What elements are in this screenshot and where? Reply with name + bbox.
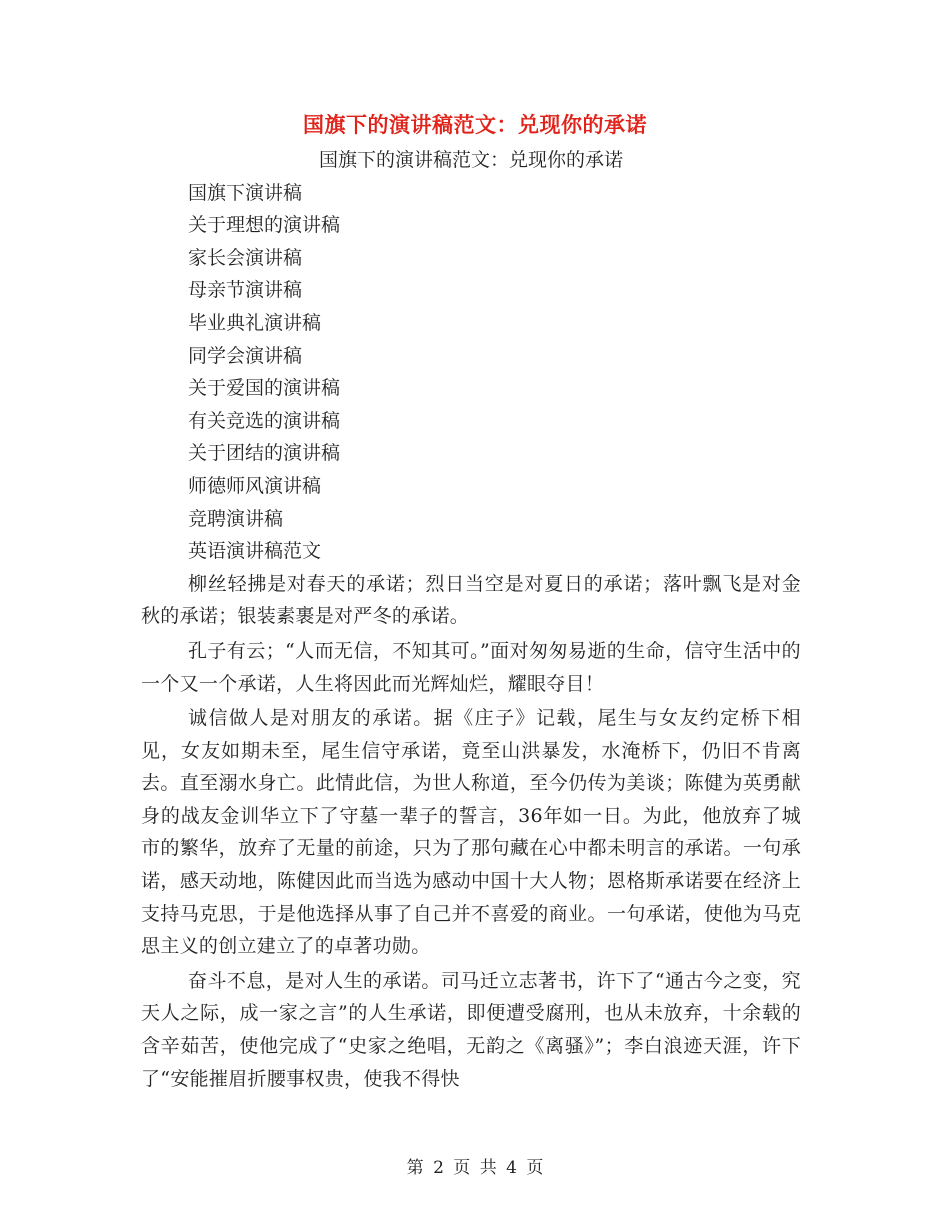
document-body: [141, 144, 801, 1095]
related-link[interactable]: 关于爱国的演讲稿: [188, 377, 341, 400]
related-links-list: [141, 177, 801, 568]
document-subtitle: 国旗下的演讲稿范文：兑现你的承诺: [318, 149, 623, 171]
related-link[interactable]: 竞聘演讲稿: [188, 507, 284, 530]
related-link[interactable]: 关于理想的演讲稿: [188, 214, 341, 237]
body-paragraph: 柳丝轻拂是对春天的承诺；烈日当空是对夏日的承诺；落叶飘飞是对金秋的承诺；银装素裹是对严冬的承诺。: [141, 572, 801, 628]
body-paragraph: 孔子有云；“人而无信，不知其可。”面对匆匆易逝的生命，信守生活中的一个又一个承诺，人生将因此而光辉灿烂，耀眼夺目！: [141, 639, 801, 695]
related-link[interactable]: 英语演讲稿范文: [188, 540, 322, 563]
related-link[interactable]: 有关竞选的演讲稿: [188, 409, 341, 432]
related-link[interactable]: 毕业典礼演讲稿: [188, 311, 322, 334]
related-link[interactable]: 国旗下演讲稿: [188, 181, 303, 204]
page-number-footer: 第 2 页 共 4 页: [406, 1158, 544, 1178]
related-link[interactable]: 同学会演讲稿: [188, 344, 303, 367]
related-link[interactable]: 关于团结的演讲稿: [188, 442, 341, 465]
document-title: 国旗下的演讲稿范文：兑现你的承诺: [303, 112, 647, 137]
body-paragraph: 诚信做人是对朋友的承诺。据《庄子》记载，尾生与女友约定桥下相见，女友如期未至，尾生信守承诺，竟至山洪暴发，水淹桥下，仍旧不肯离去。直至溺水身亡。此情此信，为世人称道，至今仍传为美谈；陈健为英勇献身的战友金训华立下了守墓一辈子的誓言，36年如一日。为此，他放弃了城市的繁华，放弃了无量的前途，只为了那句藏在心中都未明言的承诺。一句承诺，感天动地，陈健因此而当选为感动中国十大人物；恩格斯承诺要在经济上支持马克思，于是他选择从事了自己并不喜爱的商业。一句承诺，使他为马克思主义的创立建立了的卓著功勋。: [141, 707, 801, 958]
body-paragraph: 奋斗不息，是对人生的承诺。司马迁立志著书，许下了“通古今之变，究天人之际，成一家之言”的人生承诺，即便遭受腐刑，也从未放弃，十余载的含辛茹苦，使他完成了“史家之绝唱，无韵之《离骚》”；李白浪迹天涯，许下了“安能摧眉折腰事权贵，使我不得快: [141, 969, 801, 1090]
related-link[interactable]: 母亲节演讲稿: [188, 279, 303, 302]
related-link[interactable]: 师德师风演讲稿: [188, 474, 322, 497]
related-link[interactable]: 家长会演讲稿: [188, 246, 303, 269]
